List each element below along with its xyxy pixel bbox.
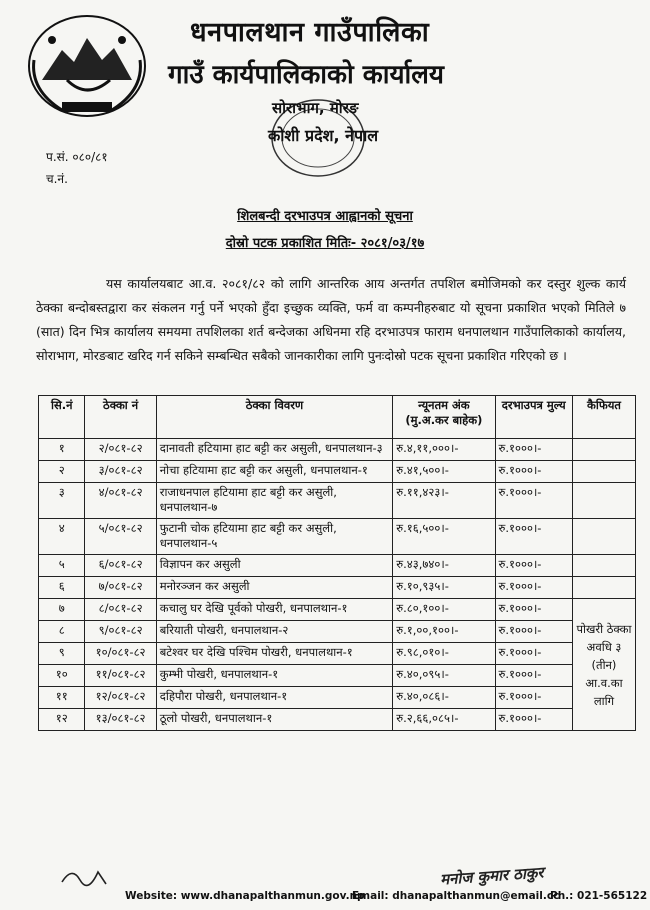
table-row — [39, 555, 636, 577]
cell-sn: १२ — [39, 709, 85, 731]
table-row — [39, 665, 636, 687]
table-row — [39, 643, 636, 665]
table-row — [39, 519, 636, 555]
cell-sn: १० — [39, 665, 85, 687]
cell-bid-price: रु.१०००।- — [495, 461, 572, 483]
cell-min-amount: रु.१,००,१००।- — [393, 621, 495, 643]
header-details: ठेक्का विवरण — [156, 396, 393, 439]
cell-contract-no: ७/०८१-८२ — [85, 577, 156, 599]
cell-sn: ८ — [39, 621, 85, 643]
cell-min-amount: रु.९८,०१०।- — [393, 643, 495, 665]
cell-sn: ६ — [39, 577, 85, 599]
cell-min-amount: रु.४,११,०००।- — [393, 439, 495, 461]
cell-min-amount: रु.८०,१००।- — [393, 599, 495, 621]
location-line: सोराभाग, मोरङ — [272, 99, 359, 117]
cell-remarks — [572, 555, 635, 577]
table-row — [39, 439, 636, 461]
cell-sn: ९ — [39, 643, 85, 665]
cell-contract-no: ६/०८१-८२ — [85, 555, 156, 577]
cell-contract-no: ३/०८१-८२ — [85, 461, 156, 483]
footer-email: Email: dhanapalthanmun@email.cc — [352, 890, 560, 902]
cell-sn: १ — [39, 439, 85, 461]
cell-bid-price: रु.१०००।- — [495, 439, 572, 461]
cell-contract-no: ८/०८१-८२ — [85, 599, 156, 621]
footer-phone: Ph.: 021-565122 — [550, 890, 648, 902]
cell-remarks — [572, 577, 635, 599]
cell-bid-price: रु.१०००।- — [495, 519, 572, 555]
footer-website: Website: www.dhanapalthanmun.gov.np — [125, 890, 365, 902]
cell-contract-no: ११/०८१-८२ — [85, 665, 156, 687]
cell-remarks-pond-group: पोखरी ठेक्का अवधि ३ (तीन) आ.व.का लागि — [572, 599, 635, 731]
cell-bid-price: रु.१०००।- — [495, 665, 572, 687]
cell-details: फुटानी चोक हटियामा हाट बट्टी कर असुली, धनपालथान-५ — [156, 519, 393, 555]
cell-min-amount: रु.१६,५००।- — [393, 519, 495, 555]
cell-bid-price: रु.१०००।- — [495, 643, 572, 665]
table-row — [39, 577, 636, 599]
province-line: कोशी प्रदेश, नेपाल — [268, 126, 379, 145]
cell-bid-price: रु.१०००।- — [495, 577, 572, 599]
cell-remarks — [572, 461, 635, 483]
cell-details: कचालु घर देखि पूर्वको पोखरी, धनपालथान-१ — [156, 599, 393, 621]
contract-table — [38, 395, 636, 731]
table-row — [39, 461, 636, 483]
office-name: गाउँ कार्यपालिकाको कार्यालय — [168, 60, 444, 90]
cell-sn: ५ — [39, 555, 85, 577]
cell-sn: २ — [39, 461, 85, 483]
cell-details: ठूलो पोखरी, धनपालथान-१ — [156, 709, 393, 731]
cell-min-amount: रु.४०,०९५।- — [393, 665, 495, 687]
cell-bid-price: रु.१०००।- — [495, 483, 572, 519]
header-sn: सि.नं — [39, 396, 85, 439]
cell-remarks — [572, 439, 635, 461]
cell-sn: ११ — [39, 687, 85, 709]
cell-min-amount: रु.४१,५००।- — [393, 461, 495, 483]
cell-bid-price: रु.१०००।- — [495, 555, 572, 577]
table-row — [39, 687, 636, 709]
notice-body: यस कार्यालयबाट आ.व. २०८१/८२ को लागि आन्तरिक आय अन्तर्गत तपशिल बमोजिमको कर दस्तुर शुल्क कार्य ठेक्का बन्दोबस्तद्वारा कर संकलन गर्नु पर्ने भएको हुँदा इच्छुक व्यक्ति, फर्म वा कम्पनीहरुबाट यो सूचना प्रकाशित भएको मितिले ७ (सात) दिन भित्र कार्यालय समयमा तपशिलका शर्त बन्देजका अधिनमा रहि दरभाउपत्र फाराम धनपालथान गाउँपालिकाको कार्यालय, सोराभाग, मोरङबाट खरिद गर्न सकिने सम्बन्धित सबैको जानकारीका लागि पुनःदोस्रो पटक सूचना प्रकाशित गरिएको छ । — [36, 276, 626, 363]
table-row — [39, 709, 636, 731]
table-row — [39, 599, 636, 621]
cell-contract-no: १३/०८१-८२ — [85, 709, 156, 731]
header-remarks: कैफियत — [572, 396, 635, 439]
table-row — [39, 621, 636, 643]
table-header-row — [39, 396, 636, 439]
header-min-amount: न्यूनतम अंक (मु.अ.कर बाहेक) — [393, 396, 495, 439]
officer-signature: मनोज कुमार ठाकुर — [439, 863, 545, 889]
nepal-emblem-logo — [22, 10, 152, 122]
cell-bid-price: रु.१०००।- — [495, 687, 572, 709]
cell-details: दहिपौरा पोखरी, धनपालथान-१ — [156, 687, 393, 709]
cell-details: कुम्भी पोखरी, धनपालथान-१ — [156, 665, 393, 687]
municipality-name: धनपालथान गाउँपालिका — [190, 17, 430, 48]
cell-details: दानावती हटियामा हाट बट्टी कर असुली, धनपालथान-३ — [156, 439, 393, 461]
cell-contract-no: २/०८१-८२ — [85, 439, 156, 461]
cell-details: विज्ञापन कर असुली — [156, 555, 393, 577]
cell-min-amount: रु.१०,९३५।- — [393, 577, 495, 599]
cell-min-amount: रु.२,६६,०८५।- — [393, 709, 495, 731]
cell-details: बटेश्वर घर देखि पश्चिम पोखरी, धनपालथान-१ — [156, 643, 393, 665]
cell-bid-price: रु.१०००।- — [495, 709, 572, 731]
cell-bid-price: रु.१०००।- — [495, 621, 572, 643]
cell-sn: ३ — [39, 483, 85, 519]
cell-details: बरियाती पोखरी, धनपालथान-२ — [156, 621, 393, 643]
cell-contract-no: ४/०८१-८२ — [85, 483, 156, 519]
dispatch-number: च.नं. — [46, 172, 68, 186]
signature-scribble — [60, 862, 110, 890]
cell-sn: ४ — [39, 519, 85, 555]
cell-contract-no: ५/०८१-८२ — [85, 519, 156, 555]
cell-sn: ७ — [39, 599, 85, 621]
notice-title: शिलबन्दी दरभाउपत्र आह्वानको सूचना — [237, 209, 413, 224]
cell-min-amount: रु.११,४२३।- — [393, 483, 495, 519]
cell-details: मनोरञ्जन कर असुली — [156, 577, 393, 599]
cell-bid-price: रु.१०००।- — [495, 599, 572, 621]
header-bid-price: दरभाउपत्र मुल्य — [495, 396, 572, 439]
header-contract-no: ठेक्का नं — [85, 396, 156, 439]
cell-contract-no: १२/०८१-८२ — [85, 687, 156, 709]
cell-remarks — [572, 483, 635, 519]
cell-contract-no: १०/०८१-८२ — [85, 643, 156, 665]
cell-min-amount: रु.४३,७४०।- — [393, 555, 495, 577]
notice-publish-date: दोस्रो पटक प्रकाशित मितिः- २०८१/०३/१७ — [225, 236, 425, 251]
cell-details: नोचा हटियामा हाट बट्टी कर असुली, धनपालथान-१ — [156, 461, 393, 483]
reference-number: प.सं. ०८०/८१ — [46, 150, 108, 164]
table-row — [39, 483, 636, 519]
cell-contract-no: ९/०८१-८२ — [85, 621, 156, 643]
cell-details: राजाधनपाल हटियामा हाट बट्टी कर असुली, धनपालथान-७ — [156, 483, 393, 519]
cell-min-amount: रु.४०,०८६।- — [393, 687, 495, 709]
cell-remarks — [572, 519, 635, 555]
